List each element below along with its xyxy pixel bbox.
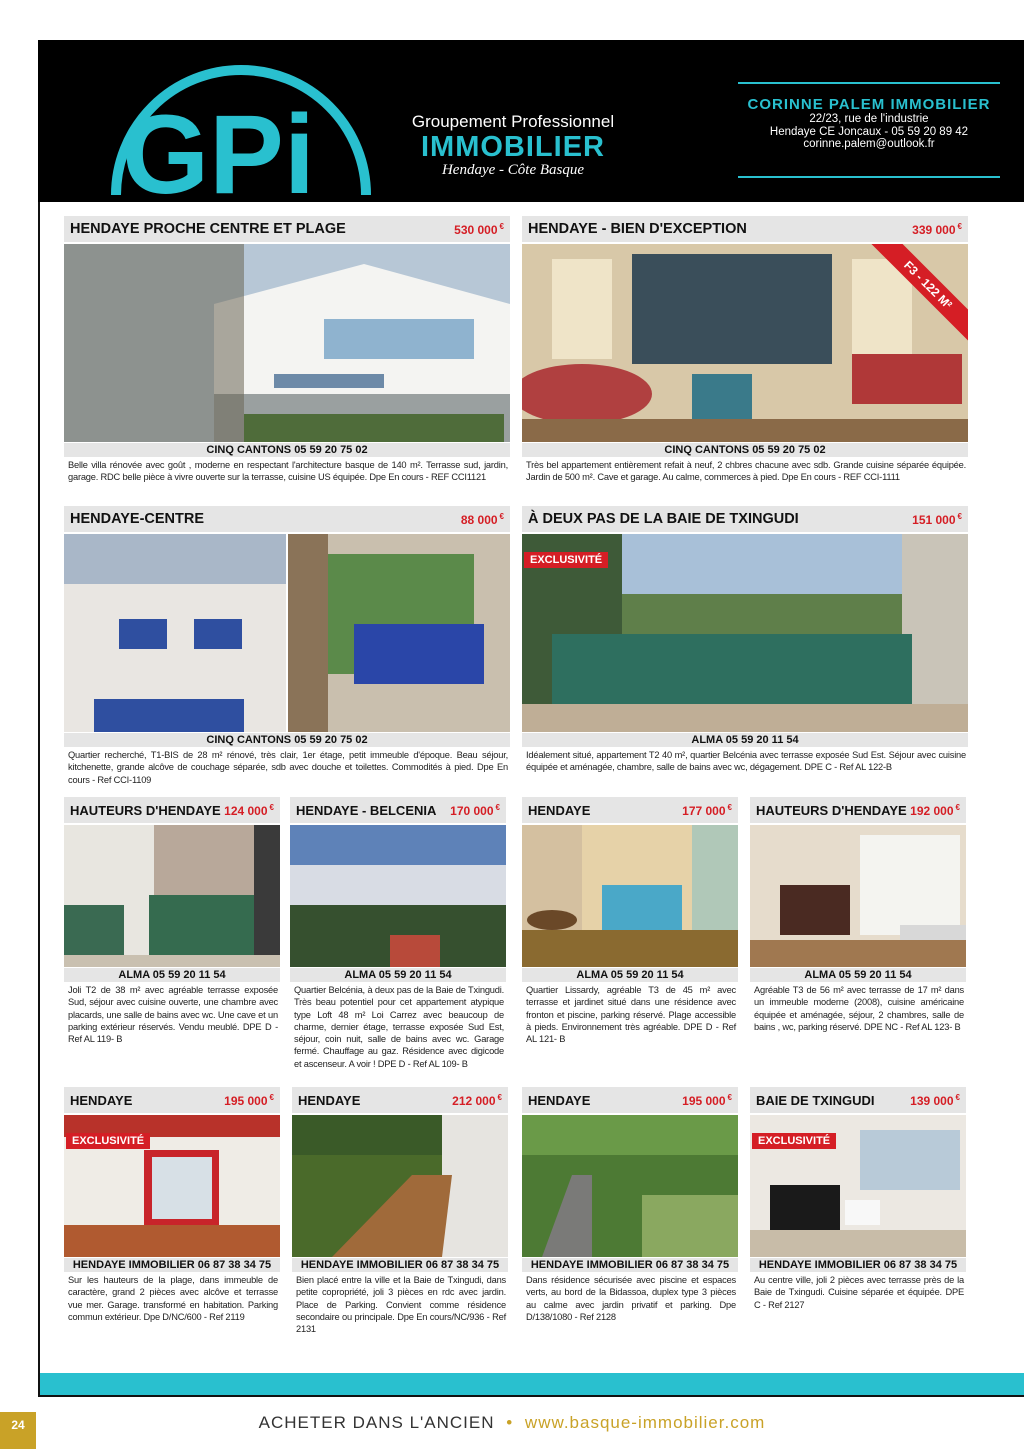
listing-title-bar — [290, 797, 506, 823]
listing-agent: ALMA 05 59 20 11 54 — [64, 968, 280, 982]
listing-card[interactable] — [64, 1087, 280, 1337]
listing-description: Idéalement situé, appartement T2 40 m², quartier Belcénia avec terrasse exposée Sud Est. Séjour avec cuisine équipée et aménagée, chambre, salle de bains avec wc, dégagement. DPE C - Ref AL 122-B — [526, 750, 966, 773]
agency-phone: Hendaye CE Joncaux - 05 59 20 89 42 — [769, 125, 969, 138]
listing-description: Quartier recherché, T1-BIS de 28 m² rénové, très clair, 1er étage, petit immeuble d'époque. Beau séjour, kitchenette, grande alcôve de couchage séparée, sdb avec douche et toilettes. Commodités à pied. Dpe En cours - Ref CCI-1109 — [68, 750, 508, 785]
gpi-logo — [96, 50, 386, 200]
listing-price: 170 000 € — [450, 802, 500, 818]
listing-description: Belle villa rénovée avec goût , moderne en respectant l'architecture basque de 140 m². Terrasse sud, jardin, garage. RDC belle pièce à vivre ouverte sur la terrasse, cuisine US équipée. Dpe En cours - REF CCI1121 — [68, 460, 508, 483]
listing-title: HENDAYE — [70, 1092, 133, 1108]
listing-title: HENDAYE — [298, 1092, 361, 1108]
listing-title: HAUTEURS D'HENDAYE — [70, 802, 221, 818]
listing-agent: ALMA 05 59 20 11 54 — [750, 968, 966, 982]
listing-card[interactable] — [64, 506, 510, 785]
listing-title-bar — [64, 506, 510, 532]
listing-price: 124 000 € — [224, 802, 274, 818]
listing-title-bar — [64, 216, 510, 242]
listing-photo — [522, 1115, 738, 1257]
agency-address: 22/23, rue de l'industrie — [809, 113, 929, 125]
listing-title: HENDAYE — [528, 802, 591, 818]
listing-photo — [64, 244, 510, 442]
listing-agent: HENDAYE IMMOBILIER 06 87 38 34 75 — [750, 1258, 966, 1272]
listing-card[interactable] — [522, 216, 968, 486]
group-title — [383, 112, 643, 179]
size-ribbon: F3 - 122 M² — [864, 244, 968, 344]
listing-title: HAUTEURS D'HENDAYE — [756, 802, 907, 818]
listing-card[interactable] — [522, 1087, 738, 1337]
listing-price: 177 000 € — [682, 802, 732, 818]
listing-description: Sur les hauteurs de la plage, dans immeuble de caractère, grand 2 pièces avec alcôve et terrasse vue mer. Garage. transformé en habitation. Parking commun extérieur. Dpe D/NC/600 - Ref 2119 — [68, 1275, 278, 1322]
listing-title-bar — [522, 797, 738, 823]
listing-title: À DEUX PAS DE LA BAIE DE TXINGUDI — [528, 511, 799, 527]
listing-agent: CINQ CANTONS 05 59 20 75 02 — [64, 443, 510, 457]
listing-card[interactable] — [750, 1087, 966, 1337]
agency-contact — [738, 82, 1000, 178]
exclusive-badge: EXCLUSIVITÉ — [752, 1133, 836, 1149]
listing-photo — [64, 825, 280, 967]
listing-title: HENDAYE PROCHE CENTRE ET PLAGE — [70, 221, 346, 237]
listing-photo — [522, 534, 968, 732]
listing-photo — [750, 1115, 966, 1257]
footer-website[interactable]: www.basque-immobilier.com — [524, 1413, 766, 1432]
size-ribbon-wrapper — [858, 244, 968, 344]
listing-description: Très bel appartement entièrement refait à neuf, 2 chbres chacune avec sdb. Grande cuisine séparée équipée. Jardin de 500 m². Cave et garage. Au calme, commerces à pied. Dpe En cours - REF CCI-1111 — [526, 460, 966, 483]
listing-title-bar — [292, 1087, 508, 1113]
group-line2: IMMOBILIER — [421, 131, 605, 163]
footer-bullet: • — [506, 1413, 514, 1432]
agency-name: CORINNE PALEM IMMOBILIER — [747, 96, 991, 113]
listing-agent: HENDAYE IMMOBILIER 06 87 38 34 75 — [64, 1258, 280, 1272]
listing-card[interactable] — [290, 797, 506, 1077]
listing-description: Quartier Lissardy, agréable T3 de 45 m² avec terrasse et jardinet situé dans une résidence avec fronton et piscine, parking réservé. Plage accessible à pieds. Environnement très agréable. DPE D - Ref AL 121- B — [526, 985, 736, 1045]
listing-title-bar — [522, 506, 968, 532]
listing-agent: CINQ CANTONS 05 59 20 75 02 — [522, 443, 968, 457]
page-number: 24 — [0, 1412, 36, 1449]
listing-description: Joli T2 de 38 m² avec agréable terrasse exposée Sud, séjour avec cuisine ouverte, une chambre avec placards, une salle de bains avec wc. Une cave et un parking extérieur réservés. Vendu meublé. DPE D - Ref AL 119- B — [68, 985, 278, 1045]
agency-email[interactable]: corinne.palem@outlook.fr — [803, 138, 935, 150]
listing-description: Dans résidence sécurisée avec piscine et espaces verts, au bord de la Bidassoa, duplex type 3 pièces au calme avec jardin privatif et parking. Dpe D/138/1080 - Ref 2128 — [526, 1275, 736, 1322]
listing-price: 195 000 € — [224, 1092, 274, 1108]
listing-photo — [64, 534, 510, 732]
listing-photo — [290, 825, 506, 967]
listing-description: Quartier Belcénia, à deux pas de la Baie de Txingudi. Très beau potentiel pour cet appartement atypique type Loft 48 m² Loi Carrez avec beaucoup de charme, dernier étage, terrasse exposée Sud Est, séjour, coin nuit, salle de bains avec wc. Garage fermé. Chauffage au gaz. Résidence avec digicode et ascenseur. A voir ! DPE D - Ref AL 109- B — [294, 985, 504, 1069]
listing-title: HENDAYE - BIEN D'EXCEPTION — [528, 221, 747, 237]
listing-card[interactable] — [64, 797, 280, 1077]
logo-text: GPi — [122, 92, 315, 200]
listing-description: Agréable T3 de 56 m² avec terrasse de 17 m² dans un immeuble moderne (2008), cuisine américaine équipée et aménagée, séjour, 2 chambres, salle de bains , wc, parking réservé. DPE NC - Ref AL 123- B — [754, 985, 964, 1032]
footer-tagline: ACHETER DANS L'ANCIEN — [258, 1413, 495, 1432]
listing-price: 212 000 € — [452, 1092, 502, 1108]
listing-photo — [292, 1115, 508, 1257]
listing-price: 195 000 € — [682, 1092, 732, 1108]
listing-agent: CINQ CANTONS 05 59 20 75 02 — [64, 733, 510, 747]
listing-card[interactable] — [292, 1087, 508, 1337]
listing-description: Au centre ville, joli 2 pièces avec terrasse près de la Baie de Txingudi. Cuisine séparée et équipée. DPE C - Ref 2127 — [754, 1275, 964, 1310]
listing-title-bar — [64, 1087, 280, 1113]
listing-photo — [522, 244, 968, 442]
listing-price: 88 000 € — [460, 511, 504, 527]
listing-title-bar — [522, 1087, 738, 1113]
listing-description: Bien placé entre la ville et la Baie de Txingudi, dans petite copropriété, joli 3 pièces en rdc avec jardin. Place de Parking. Convient comme résidence secondaire ou principale. Dpe En cours/NC/936 - Ref 2131 — [296, 1275, 506, 1335]
listing-agent: HENDAYE IMMOBILIER 06 87 38 34 75 — [292, 1258, 508, 1272]
listing-card[interactable] — [522, 506, 968, 776]
exclusive-badge: EXCLUSIVITÉ — [524, 552, 608, 568]
listing-title-bar — [522, 216, 968, 242]
listing-title-bar — [750, 797, 966, 823]
listing-price: 192 000 € — [910, 802, 960, 818]
listing-price: 339 000 € — [912, 221, 962, 237]
listing-card[interactable] — [750, 797, 966, 1077]
listing-photo — [64, 1115, 280, 1257]
header-banner — [38, 40, 1024, 202]
listing-agent: ALMA 05 59 20 11 54 — [522, 733, 968, 747]
group-line1: Groupement Professionnel — [411, 112, 615, 131]
listing-price: 530 000 € — [454, 221, 504, 237]
listing-agent: ALMA 05 59 20 11 54 — [522, 968, 738, 982]
listing-price: 151 000 € — [912, 511, 962, 527]
listing-title: HENDAYE-CENTRE — [70, 511, 205, 527]
listing-card[interactable] — [64, 216, 510, 486]
listing-photo — [750, 825, 966, 967]
listing-agent: ALMA 05 59 20 11 54 — [290, 968, 506, 982]
listing-title: HENDAYE - BELCENIA — [296, 802, 437, 818]
footer — [0, 1413, 1024, 1433]
listing-title-bar — [750, 1087, 966, 1113]
listing-price: 139 000 € — [910, 1092, 960, 1108]
listing-title: BAIE DE TXINGUDI — [756, 1092, 875, 1108]
listing-agent: HENDAYE IMMOBILIER 06 87 38 34 75 — [522, 1258, 738, 1272]
listing-title-bar — [64, 797, 280, 823]
group-line3: Hendaye - Côte Basque — [441, 162, 585, 178]
listing-card[interactable] — [522, 797, 738, 1077]
listing-photo — [522, 825, 738, 967]
exclusive-badge: EXCLUSIVITÉ — [66, 1133, 150, 1149]
bottom-band — [40, 1373, 1024, 1395]
listing-title: HENDAYE — [528, 1092, 591, 1108]
